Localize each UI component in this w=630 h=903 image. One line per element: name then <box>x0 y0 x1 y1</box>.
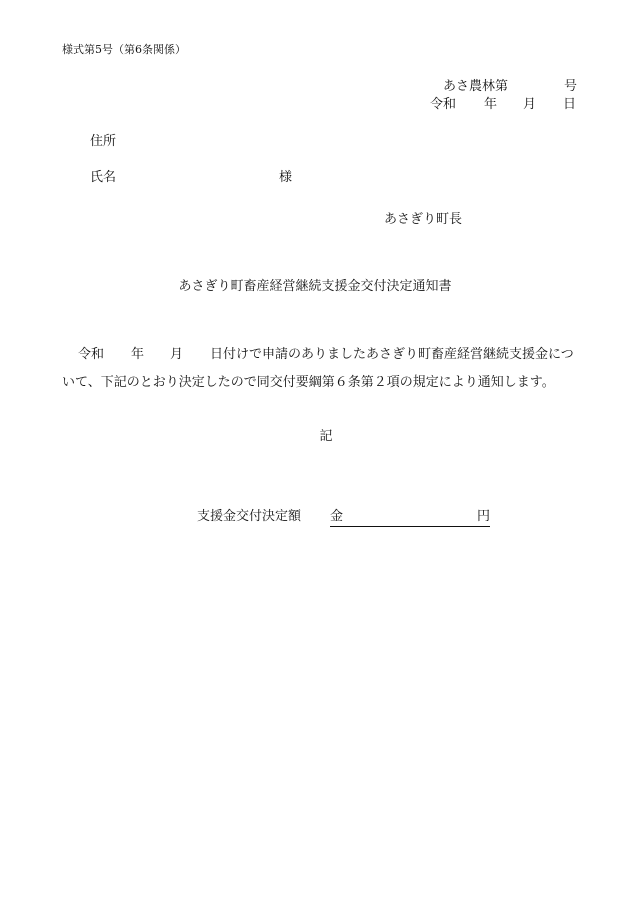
amount-field <box>330 510 490 527</box>
date-era: 令和 <box>430 97 457 112</box>
document-title: あさぎり町畜産経営継続支援金交付決定通知書 <box>178 279 452 294</box>
name-label: 氏名 <box>90 170 117 185</box>
ki-heading: 記 <box>319 429 333 444</box>
form-label: 様式第5号（第6条関係） <box>62 43 186 56</box>
document-number-suffix: 号 <box>564 79 578 94</box>
issuer: あさぎり町長 <box>384 212 463 227</box>
body-line-1-text: 日付けで申請のありましたあさぎり町畜産経営継続支援金につ <box>210 347 574 362</box>
body-month-unit: 月 <box>170 347 184 362</box>
date-year-unit: 年 <box>484 97 498 112</box>
honorific: 様 <box>279 170 293 185</box>
date-day-unit: 日 <box>563 97 577 112</box>
amount-label: 支援金交付決定額 <box>197 509 302 524</box>
body-line-1 <box>78 348 574 361</box>
date-month-unit: 月 <box>523 97 537 112</box>
amount-prefix: 金 <box>330 509 344 524</box>
body-line-2: いて、下記のとおり決定したので同交付要綱第６条第２項の規定により通知します。 <box>62 375 555 390</box>
body-era: 令和 <box>78 347 105 362</box>
document-number-prefix: あさ農林第 <box>443 79 509 94</box>
amount-suffix: 円 <box>476 509 490 524</box>
address-label: 住所 <box>90 134 117 149</box>
body-year-unit: 年 <box>131 347 145 362</box>
